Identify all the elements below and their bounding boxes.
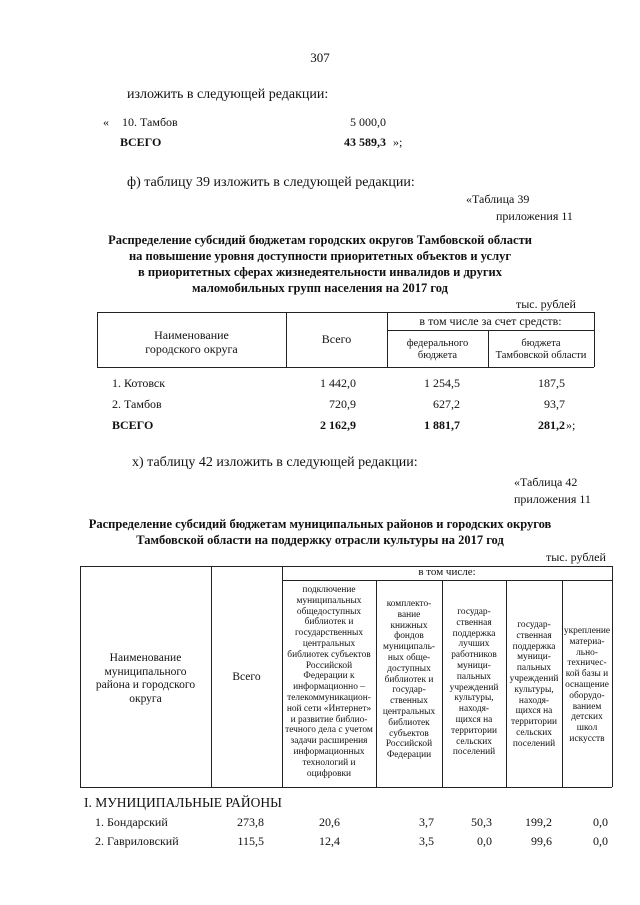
- total-suffix: »;: [393, 135, 403, 149]
- section-heading: I. МУНИЦИПАЛЬНЫЕ РАЙОНЫ: [84, 795, 282, 810]
- table39-title: Распределение субсидий бюджетам городских округов Тамбовской области на повышение уровня доступности приоритетных объектов и услуг в приоритетных сферах жизнедеятельности инвалидов и других маломобильных групп населения на 2017 год: [108, 233, 532, 295]
- table42-title: Распределение субсидий бюджетам муниципальных районов и городских округов Тамбовской области на поддержку отрасли культуры на 2017 год: [88, 517, 552, 547]
- t42-header-col1: подключение муниципальных общедоступных библиотек и государственных центральных библиотек субъектов Российской Федерации к информационно – телекоммуникацион- ной сети «Интернет» и развитие библио- течного дела с учетом задачи расширения информационных технологий и оцифровки: [285, 585, 373, 779]
- total-value: 43 589,3: [344, 135, 386, 149]
- t42-header-col5: укрепление материа- льно- техничес- кой базы и оснащение оборудо- ванием детских школ искусств: [563, 626, 611, 744]
- t39-header-total: Всего: [321, 332, 352, 346]
- table39-ref-2: приложения 11: [496, 209, 573, 223]
- page-number: 307: [310, 50, 330, 65]
- table42-ref-1: «Таблица 42: [514, 475, 578, 489]
- t42-header-name: Наименование муниципального района и городского округа: [95, 652, 196, 705]
- t42-header-total: Всего: [232, 671, 261, 683]
- t42-header-col2: комплекто- вание книжных фондов муниципаль- ных обще- доступных библиотек и государ- ственных центральных библиотек субъектов Российской Федерации: [382, 599, 436, 761]
- section-a-intro: изложить в следующей редакции:: [127, 87, 329, 102]
- t42-header-including: в том числе:: [418, 566, 476, 578]
- t42-header-col3: государ- ственная поддержка лучших работников муници- пальных учреждений культуры, находя- щихся на территории сельских поселений: [449, 607, 499, 758]
- total-label: ВСЕГО: [120, 135, 162, 149]
- t39-header-federal: федерального бюджета: [406, 338, 469, 361]
- open-quote: «: [103, 115, 109, 129]
- table42-ref-2: приложения 11: [514, 492, 591, 506]
- section-x-intro: х) таблицу 42 изложить в следующей редакции:: [132, 455, 418, 470]
- table39-units: тыс. рублей: [516, 297, 576, 311]
- row-label: 10. Тамбов: [122, 115, 178, 129]
- table39-ref-1: «Таблица 39: [466, 192, 530, 206]
- t39-header-name: Наименование городского округа: [145, 328, 238, 356]
- t39-header-regional: бюджета Тамбовской области: [495, 338, 587, 361]
- t42-header-col4: государ- ственная поддержка муници- пальных учреждений культуры, находя- щихся на территории сельских поселений: [509, 620, 559, 749]
- section-f-intro: ф) таблицу 39 изложить в следующей редакции:: [127, 175, 415, 190]
- row-value: 5 000,0: [350, 115, 386, 129]
- table42-units: тыс. рублей: [546, 550, 606, 564]
- t39-header-including: в том числе за счет средств:: [419, 314, 562, 328]
